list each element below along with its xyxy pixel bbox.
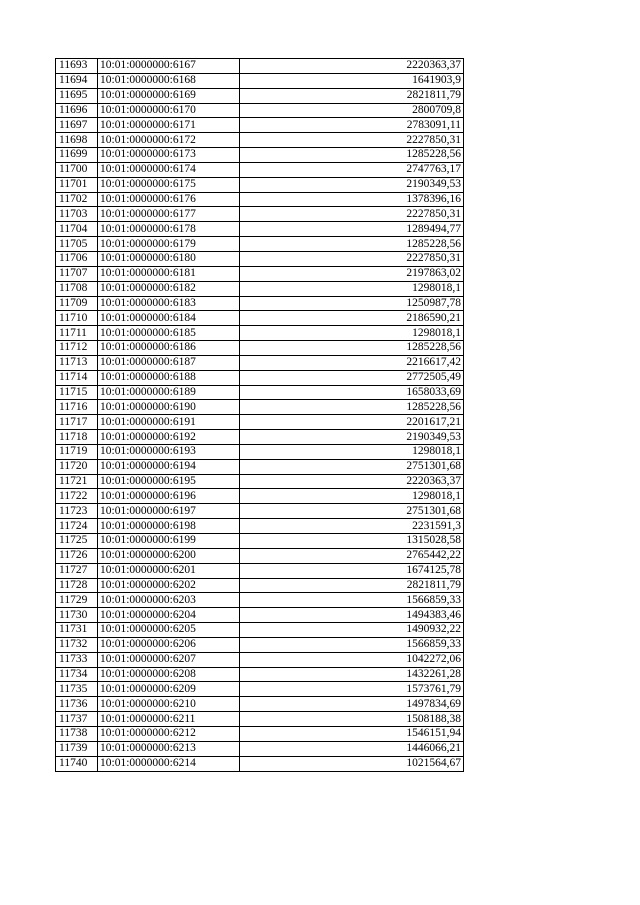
table-row: [56, 637, 464, 652]
table-row: [56, 504, 464, 519]
cadastral-number-cell: 10:01:0000000:6204: [98, 608, 240, 623]
row-number-cell: 11710: [56, 311, 98, 326]
value-cell: 2821811,79: [240, 88, 464, 103]
value-cell: 1289494,77: [240, 222, 464, 237]
table-row: [56, 444, 464, 459]
cadastral-number-cell: 10:01:0000000:6199: [98, 534, 240, 549]
table-row: [56, 59, 464, 74]
value-cell: 1315028,58: [240, 534, 464, 549]
cadastral-number-cell: 10:01:0000000:6191: [98, 415, 240, 430]
cadastral-number-cell: 10:01:0000000:6190: [98, 400, 240, 415]
row-number-cell: 11703: [56, 207, 98, 222]
cadastral-number-cell: 10:01:0000000:6203: [98, 593, 240, 608]
cadastral-number-cell: 10:01:0000000:6188: [98, 370, 240, 385]
table-row: [56, 177, 464, 192]
row-number-cell: 11729: [56, 593, 98, 608]
table-row: [56, 430, 464, 445]
cadastral-number-cell: 10:01:0000000:6214: [98, 756, 240, 771]
table-row: [56, 697, 464, 712]
value-cell: 1298018,1: [240, 444, 464, 459]
value-cell: 1658033,69: [240, 385, 464, 400]
cadastral-number-cell: 10:01:0000000:6179: [98, 237, 240, 252]
value-cell: 1494383,46: [240, 608, 464, 623]
row-number-cell: 11702: [56, 192, 98, 207]
row-number-cell: 11700: [56, 162, 98, 177]
table-row: [56, 519, 464, 534]
row-number-cell: 11719: [56, 444, 98, 459]
row-number-cell: 11739: [56, 741, 98, 756]
cadastral-number-cell: 10:01:0000000:6181: [98, 266, 240, 281]
row-number-cell: 11696: [56, 103, 98, 118]
value-cell: 2220363,37: [240, 59, 464, 74]
row-number-cell: 11709: [56, 296, 98, 311]
cadastral-number-cell: 10:01:0000000:6210: [98, 697, 240, 712]
row-number-cell: 11714: [56, 370, 98, 385]
value-cell: 1285228,56: [240, 341, 464, 356]
value-cell: 1285228,56: [240, 400, 464, 415]
row-number-cell: 11730: [56, 608, 98, 623]
cadastral-number-cell: 10:01:0000000:6168: [98, 73, 240, 88]
value-cell: 2772505,49: [240, 370, 464, 385]
table-row: [56, 370, 464, 385]
row-number-cell: 11701: [56, 177, 98, 192]
row-number-cell: 11734: [56, 667, 98, 682]
row-number-cell: 11716: [56, 400, 98, 415]
value-cell: 1674125,78: [240, 563, 464, 578]
table-row: [56, 162, 464, 177]
table-row: [56, 623, 464, 638]
table-row: [56, 133, 464, 148]
cadastral-number-cell: 10:01:0000000:6183: [98, 296, 240, 311]
row-number-cell: 11732: [56, 637, 98, 652]
value-cell: 2227850,31: [240, 133, 464, 148]
value-cell: 2800709,8: [240, 103, 464, 118]
table-row: [56, 608, 464, 623]
cadastral-value-table: [55, 58, 464, 772]
cadastral-number-cell: 10:01:0000000:6196: [98, 489, 240, 504]
row-number-cell: 11713: [56, 355, 98, 370]
row-number-cell: 11694: [56, 73, 98, 88]
table-row: [56, 578, 464, 593]
table-row: [56, 385, 464, 400]
value-cell: 1285228,56: [240, 237, 464, 252]
row-number-cell: 11705: [56, 237, 98, 252]
cadastral-number-cell: 10:01:0000000:6205: [98, 623, 240, 638]
value-cell: 1378396,16: [240, 192, 464, 207]
cadastral-number-cell: 10:01:0000000:6185: [98, 326, 240, 341]
row-number-cell: 11693: [56, 59, 98, 74]
value-cell: 2227850,31: [240, 207, 464, 222]
cadastral-number-cell: 10:01:0000000:6201: [98, 563, 240, 578]
table-row: [56, 73, 464, 88]
value-cell: 2751301,68: [240, 459, 464, 474]
row-number-cell: 11740: [56, 756, 98, 771]
value-cell: 1042272,06: [240, 652, 464, 667]
table-row: [56, 682, 464, 697]
cadastral-number-cell: 10:01:0000000:6197: [98, 504, 240, 519]
cadastral-number-cell: 10:01:0000000:6184: [98, 311, 240, 326]
row-number-cell: 11723: [56, 504, 98, 519]
cadastral-number-cell: 10:01:0000000:6198: [98, 519, 240, 534]
table-row: [56, 326, 464, 341]
table-row: [56, 756, 464, 771]
table-row: [56, 712, 464, 727]
row-number-cell: 11704: [56, 222, 98, 237]
row-number-cell: 11731: [56, 623, 98, 638]
row-number-cell: 11706: [56, 251, 98, 266]
row-number-cell: 11697: [56, 118, 98, 133]
value-cell: 2220363,37: [240, 474, 464, 489]
cadastral-number-cell: 10:01:0000000:6170: [98, 103, 240, 118]
value-cell: 1546151,94: [240, 726, 464, 741]
row-number-cell: 11718: [56, 430, 98, 445]
row-number-cell: 11699: [56, 148, 98, 163]
value-cell: 2190349,53: [240, 430, 464, 445]
cadastral-number-cell: 10:01:0000000:6202: [98, 578, 240, 593]
table-row: [56, 281, 464, 296]
cadastral-number-cell: 10:01:0000000:6187: [98, 355, 240, 370]
cadastral-number-cell: 10:01:0000000:6206: [98, 637, 240, 652]
cadastral-number-cell: 10:01:0000000:6213: [98, 741, 240, 756]
value-cell: 2747763,17: [240, 162, 464, 177]
table-row: [56, 489, 464, 504]
row-number-cell: 11715: [56, 385, 98, 400]
value-cell: 1298018,1: [240, 326, 464, 341]
cadastral-number-cell: 10:01:0000000:6194: [98, 459, 240, 474]
cadastral-number-cell: 10:01:0000000:6175: [98, 177, 240, 192]
row-number-cell: 11738: [56, 726, 98, 741]
value-cell: 1285228,56: [240, 148, 464, 163]
cadastral-number-cell: 10:01:0000000:6176: [98, 192, 240, 207]
cadastral-number-cell: 10:01:0000000:6207: [98, 652, 240, 667]
value-cell: 2197863,02: [240, 266, 464, 281]
table-row: [56, 563, 464, 578]
row-number-cell: 11712: [56, 341, 98, 356]
table-row: [56, 148, 464, 163]
value-cell: 1566859,33: [240, 637, 464, 652]
value-cell: 2765442,22: [240, 548, 464, 563]
value-cell: 1250987,78: [240, 296, 464, 311]
row-number-cell: 11698: [56, 133, 98, 148]
cadastral-number-cell: 10:01:0000000:6169: [98, 88, 240, 103]
value-cell: 1298018,1: [240, 281, 464, 296]
value-cell: 1566859,33: [240, 593, 464, 608]
cadastral-number-cell: 10:01:0000000:6172: [98, 133, 240, 148]
table-row: [56, 726, 464, 741]
value-cell: 1432261,28: [240, 667, 464, 682]
row-number-cell: 11720: [56, 459, 98, 474]
cadastral-number-cell: 10:01:0000000:6180: [98, 251, 240, 266]
table-row: [56, 237, 464, 252]
cadastral-number-cell: 10:01:0000000:6200: [98, 548, 240, 563]
value-cell: 2190349,53: [240, 177, 464, 192]
row-number-cell: 11711: [56, 326, 98, 341]
cadastral-number-cell: 10:01:0000000:6193: [98, 444, 240, 459]
row-number-cell: 11725: [56, 534, 98, 549]
row-number-cell: 11724: [56, 519, 98, 534]
row-number-cell: 11707: [56, 266, 98, 281]
row-number-cell: 11708: [56, 281, 98, 296]
table-row: [56, 266, 464, 281]
row-number-cell: 11735: [56, 682, 98, 697]
row-number-cell: 11737: [56, 712, 98, 727]
table-row: [56, 548, 464, 563]
value-cell: 2783091,11: [240, 118, 464, 133]
value-cell: 1508188,38: [240, 712, 464, 727]
row-number-cell: 11721: [56, 474, 98, 489]
table-row: [56, 415, 464, 430]
value-cell: 1021564,67: [240, 756, 464, 771]
cadastral-number-cell: 10:01:0000000:6212: [98, 726, 240, 741]
table-row: [56, 88, 464, 103]
cadastral-number-cell: 10:01:0000000:6174: [98, 162, 240, 177]
table-row: [56, 311, 464, 326]
value-cell: 1497834,69: [240, 697, 464, 712]
value-cell: 2227850,31: [240, 251, 464, 266]
table-row: [56, 534, 464, 549]
cadastral-number-cell: 10:01:0000000:6208: [98, 667, 240, 682]
value-cell: 1641903,9: [240, 73, 464, 88]
table-row: [56, 355, 464, 370]
cadastral-number-cell: 10:01:0000000:6209: [98, 682, 240, 697]
table-row: [56, 652, 464, 667]
cadastral-number-cell: 10:01:0000000:6173: [98, 148, 240, 163]
table-row: [56, 341, 464, 356]
value-cell: 2231591,3: [240, 519, 464, 534]
value-cell: 1446066,21: [240, 741, 464, 756]
row-number-cell: 11733: [56, 652, 98, 667]
row-number-cell: 11722: [56, 489, 98, 504]
row-number-cell: 11736: [56, 697, 98, 712]
cadastral-number-cell: 10:01:0000000:6192: [98, 430, 240, 445]
value-cell: 2201617,21: [240, 415, 464, 430]
table-row: [56, 667, 464, 682]
row-number-cell: 11727: [56, 563, 98, 578]
cadastral-number-cell: 10:01:0000000:6182: [98, 281, 240, 296]
table-row: [56, 593, 464, 608]
value-cell: 1573761,79: [240, 682, 464, 697]
cadastral-number-cell: 10:01:0000000:6189: [98, 385, 240, 400]
cadastral-number-cell: 10:01:0000000:6177: [98, 207, 240, 222]
table-row: [56, 474, 464, 489]
cadastral-number-cell: 10:01:0000000:6186: [98, 341, 240, 356]
table-row: [56, 222, 464, 237]
table-row: [56, 118, 464, 133]
row-number-cell: 11717: [56, 415, 98, 430]
cadastral-number-cell: 10:01:0000000:6195: [98, 474, 240, 489]
row-number-cell: 11695: [56, 88, 98, 103]
cadastral-number-cell: 10:01:0000000:6178: [98, 222, 240, 237]
value-cell: 2216617,42: [240, 355, 464, 370]
row-number-cell: 11726: [56, 548, 98, 563]
cadastral-number-cell: 10:01:0000000:6211: [98, 712, 240, 727]
table-row: [56, 296, 464, 311]
table-row: [56, 741, 464, 756]
value-cell: 2821811,79: [240, 578, 464, 593]
value-cell: 1298018,1: [240, 489, 464, 504]
table-row: [56, 459, 464, 474]
row-number-cell: 11728: [56, 578, 98, 593]
table-row: [56, 400, 464, 415]
table-row: [56, 192, 464, 207]
cadastral-number-cell: 10:01:0000000:6171: [98, 118, 240, 133]
table-body: [56, 59, 464, 772]
table-row: [56, 251, 464, 266]
table-row: [56, 103, 464, 118]
value-cell: 1490932,22: [240, 623, 464, 638]
value-cell: 2186590,21: [240, 311, 464, 326]
cadastral-number-cell: 10:01:0000000:6167: [98, 59, 240, 74]
value-cell: 2751301,68: [240, 504, 464, 519]
table-row: [56, 207, 464, 222]
